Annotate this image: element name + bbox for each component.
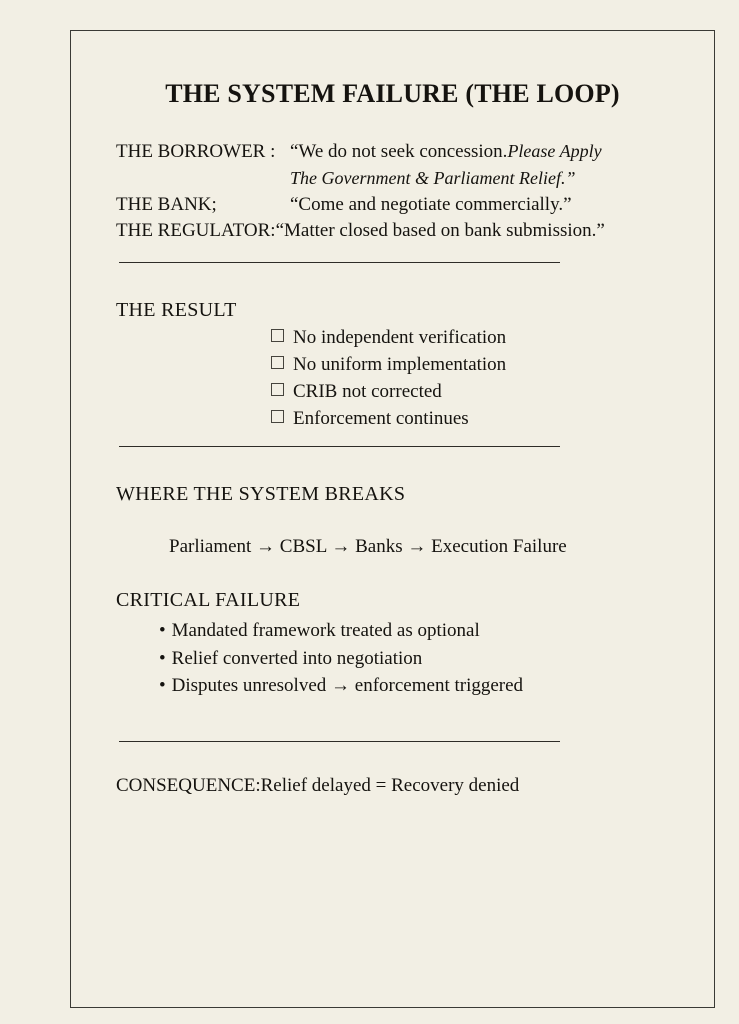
list-item [271, 379, 506, 406]
result-checklist [271, 325, 506, 433]
dialogue-quote-borrower: “We do not seek concession. [290, 141, 508, 162]
dialogue-block [116, 139, 676, 245]
dialogue-speaker-borrower: THE BORROWER : [116, 141, 276, 162]
divider-3 [119, 741, 560, 742]
list-item-label: Mandated framework treated as optional [171, 620, 480, 641]
list-item [159, 617, 523, 645]
list-item [271, 352, 506, 379]
checkbox-icon [271, 329, 284, 342]
document-page [70, 30, 715, 1008]
dialogue-quote-regulator: “Matter closed based on bank submission.” [275, 220, 605, 242]
dialogue-row-borrower [116, 139, 676, 166]
list-item-label: CRIB not corrected [293, 380, 442, 402]
bullet-icon: • [159, 620, 166, 641]
page-title: THE SYSTEM FAILURE (THE LOOP) [165, 79, 620, 108]
dialogue-speaker-bank: THE BANK; [116, 193, 217, 215]
list-item [159, 672, 523, 700]
dialogue-row-regulator [116, 218, 676, 245]
consequence-text: Relief delayed = Recovery denied [260, 775, 520, 796]
divider-1 [119, 262, 560, 263]
dialogue-quote-bank: “Come and negotiate commercially.” [290, 193, 572, 215]
section-heading-result: THE RESULT [116, 299, 237, 321]
dialogue-row-bank [116, 192, 676, 219]
list-item-label: Enforcement continues [293, 407, 469, 429]
list-item-label: Disputes unresolved → enforcement triggered [171, 675, 524, 697]
list-item [271, 406, 506, 433]
checkbox-icon [271, 410, 284, 423]
document-body [71, 31, 714, 1007]
dialogue-speaker-regulator: THE REGULATOR: [116, 220, 276, 242]
list-item [271, 325, 506, 352]
list-item-label: No independent verification [293, 327, 507, 348]
divider-2 [119, 446, 560, 447]
section-heading-critical: CRITICAL FAILURE [116, 589, 301, 611]
dialogue-quote-borrower-line2: The Government & Parliament Relief.” [290, 167, 576, 188]
checkbox-icon [271, 356, 284, 369]
checkbox-icon [271, 383, 284, 396]
list-item [159, 645, 523, 673]
critical-failure-list [159, 617, 523, 700]
bullet-icon: • [159, 675, 166, 697]
list-item-label: No uniform implementation [293, 353, 507, 375]
dialogue-quote-borrower-emphasis: Please Apply [507, 141, 602, 161]
consequence-label: CONSEQUENCE: [116, 775, 261, 796]
consequence-line [116, 775, 519, 797]
section-heading-breaks: WHERE THE SYSTEM BREAKS [116, 483, 406, 505]
bullet-icon: • [159, 647, 166, 669]
list-item-label: Relief converted into negotiation [171, 647, 423, 669]
system-flow-text: Parliament → CBSL → Banks → Execution Failure [169, 536, 567, 557]
